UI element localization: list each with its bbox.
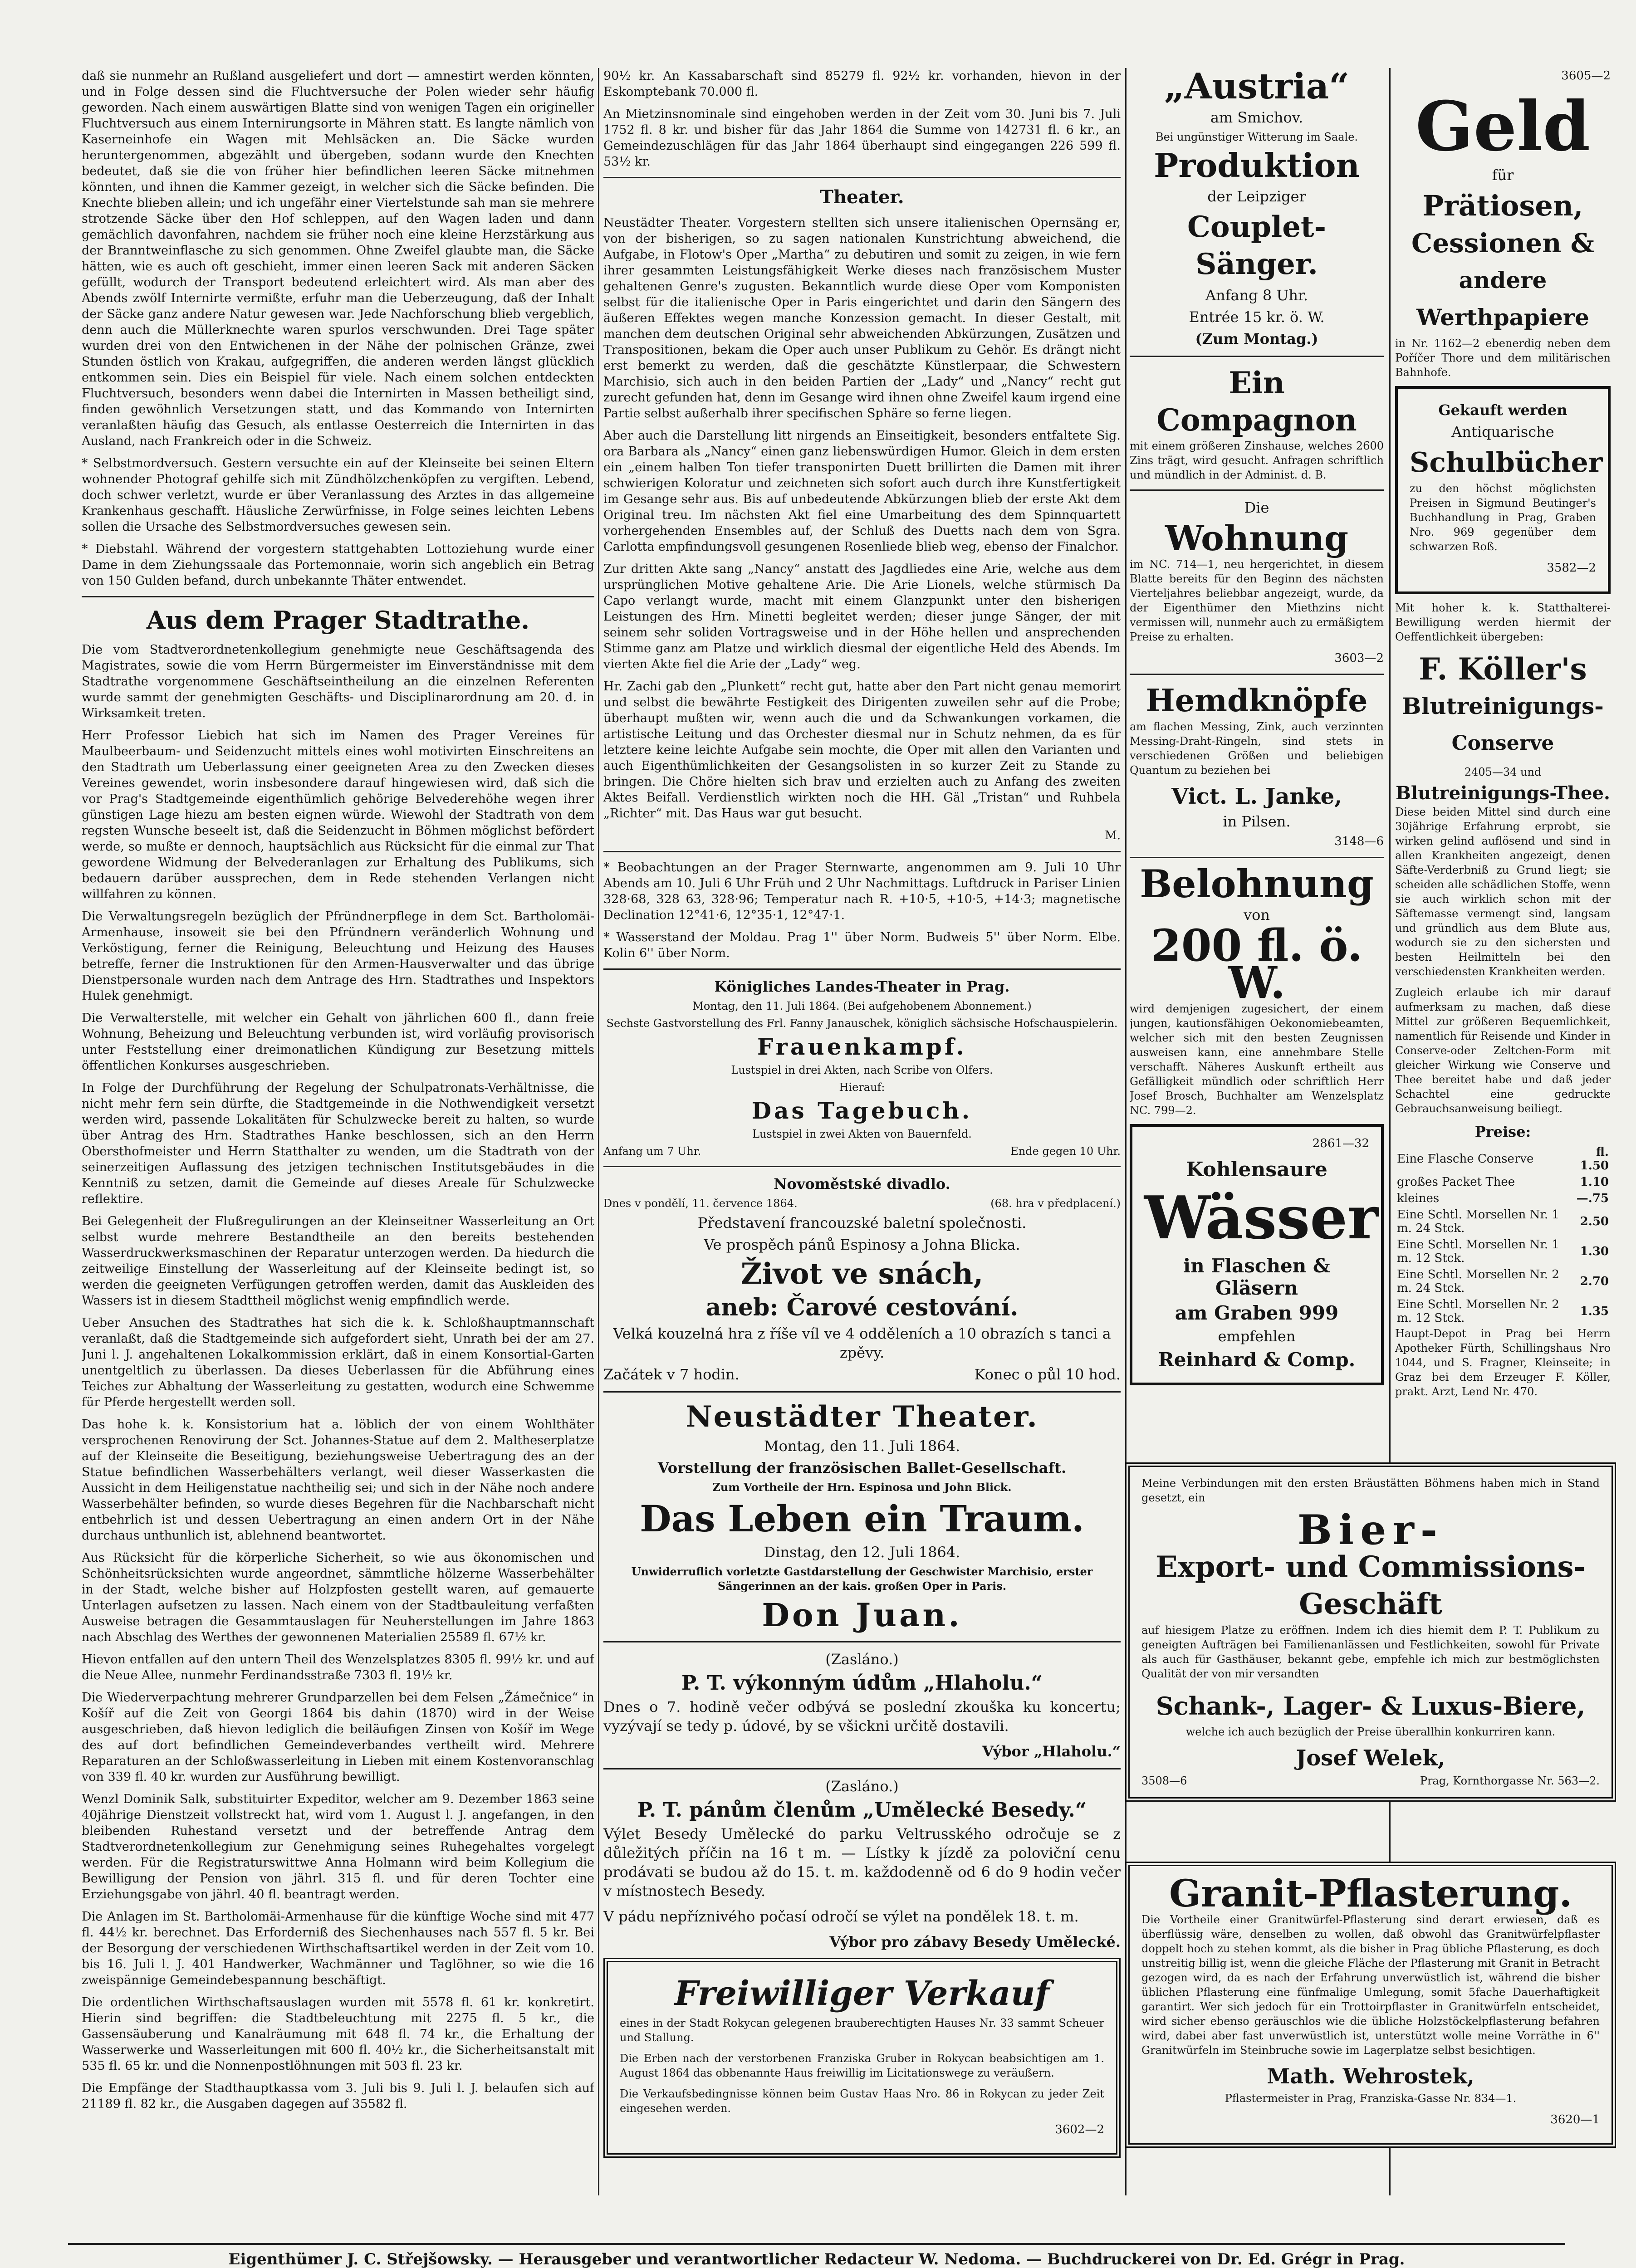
theater-heading: Theater.: [820, 186, 904, 208]
geld-title: Geld: [1415, 87, 1591, 166]
article-para: Die Verwalterstelle, mit welcher ein Gehalt von jährlichen 600 fl., dann freie Wohnung, Beheizung und Beleuchtung verbunden ist, wird vorläufig provisorisch unter Feststellung einer dreimonatlichen Kündigung zur Besetzung mittels öffentlichen Konkurses ausgeschrieben.: [82, 1011, 594, 1073]
ad-line1: in Flaschen & Gläsern: [1183, 1255, 1330, 1299]
ad-types: Schank-, Lager- & Luxus-Biere,: [1156, 1691, 1586, 1721]
times: [603, 1144, 1121, 1158]
price-row: Eine Schtl. Morsellen Nr. 2 m. 12 Stck. 1.35: [1397, 1298, 1609, 1325]
article-para: Herr Professor Liebich hat sich im Namen des Prager Vereines für Maulbeerbaum- und Seidenzucht mittels eines wohl motivirten Einschreitens an den Stadtrath um Ueberlassung einer geeigneten Area zu den Zwecken dieses Vereines gewendet, worin insbesondere darauf hingewiesen wird, daß sich die vor Prag's Stadtgemeinde eigenthümlich gehörige Belvederehöhe wegen ihrer günstigen Lage hiezu am besten eignen würde. Wiewohl der Stadtrath von dem regsten Wunsche beseelt ist, daß die Seidenzucht in Böhmen möglichst befördert werde, so mußte er dennoch, hauptsächlich aus Rücksicht für die einmal zur That gewordene Widmung der Belvederanlagen zur Erhaltung des Publikums, sich bedauern darüber aussprechen, dem in Rede stehenden Verlangen nicht willfahren zu können.: [82, 728, 594, 901]
ad-title: Wässer: [1144, 1183, 1379, 1252]
beseda-notice: [603, 1777, 1121, 1951]
ad-ref: 3582—2: [1547, 561, 1596, 575]
article-para: Hr. Zachi gab den „Plunkett“ recht gut, hatte aber den Part nicht genau memorirt und selbst die bewährte Festigkeit des Dirigenten zuweilen sehr auf die Probe; überhaupt mußten wir, wenn auch die und da Schwankungen vorkamen, die artistische Leitung und das Orchester diesmal nur in Schutz nehmen, da es für letztere keine leichte Aufgabe sein mochte, die Oper mit allen den Varianten und auch Eigenthümlichkeiten der Gesangsolisten in so kurzer Zeit zu Stande zu bringen. Die Chöre hielten sich brav und erzielten auch zu Anfang des zweiten Aktes Beifall. Verdienstlich wirkten noch die HH. Gäl „Tristan“ und Ruhbela „Richter“ mit. Das Haus war gut besucht.: [603, 679, 1121, 821]
ad-title: Hemdknöpfe: [1146, 683, 1368, 719]
ad-text: Die Vortheile einer Granitwürfel-Pflasterung sind derart erwiesen, daß es überflüssig wäre, denselben zu wollen, daß obwohl das Granitwürfelpflaster doppelt hoch zu stehen kommt, als die bisher in Prag übliche Pflasterung, es doch unstreitig billig ist, wenn die gleiche Fläche der Pflasterung mit Granit in Betracht gezogen wird, da es nach der Erfahrung unverwüstlich ist, während die bisher üblichen Pflasterung eine fünfmalige Umlegung, somit 5fache Dauerhaftigkeit garantirt. Wer sich jedoch für ein Trottoirpflaster in Granitwürfeln entscheidet, wird sicher ebenso geräuschlos wie die übliche Holzstöckelpflasterung befahren wird, dabei aber fast unverwüstlich ist, unterstützt wolle meine Vorräthe in 6'' Granitwürfeln im Steinbruche sowie im Lagerplatze selbst besichtigen.: [1141, 1913, 1600, 2057]
ad-title: Königliches Landes-Theater in Prag.: [714, 978, 1010, 995]
newspaper-page: [68, 68, 1611, 2227]
sale-text-3: Die Verkaufsbedingnisse können beim Gustav Haas Nro. 86 in Rokycan zu jeder Zeit eingesehen werden.: [620, 2087, 1104, 2115]
ad-title: Neustädter Theater.: [686, 1400, 1038, 1434]
royal-theater-ad: [603, 977, 1121, 1158]
page-number: 3605—2: [1561, 69, 1611, 83]
wohnung-ad: [1130, 498, 1384, 666]
ad-weather: Bei ungünstiger Witterung im Saale.: [1155, 131, 1358, 143]
article-para: Wenzl Dominik Salk, substituirter Expeditor, welcher am 9. Dezember 1863 seine 40jährige Dienstzeit vollstreckt hat, wird vom 1. August l. J. angefangen, in den bleibenden Ruhestand versetzt und der betreffende Antrag dem Stadtverordnetenkollegium zur Genehmigung seines Ruhegehaltes vorgelegt werden. Für die Registraturswittwe Anna Holmann wird beim Kollegium die Bewilligung der Pension von jährl. 315 fl. und für deren Tochter eine Erziehungsgabe von jährl. 40 fl. beantragt werden.: [82, 1792, 594, 1901]
divider: [603, 1768, 1121, 1769]
ad-name: Reinhard & Comp.: [1158, 1349, 1356, 1371]
article-para: * Selbstmordversuch. Gestern versuchte ein auf der Kleinseite bei seinen Eltern wohnender Photograf gehilfe sich mit Zündhölzchenköpfen zu vergiften. Lebend, doch schwer verletzt, wurde er über Veranlassung des Arztes in das allgemeine Krankenhaus geschafft. Häusliche Zerwürfnisse, in Folge seines leichten Lebens sollen die Ursache des Selbstmordversuches gewesen sein.: [82, 456, 594, 534]
schulbuecher-ad: [1395, 386, 1611, 594]
geld-andere: andere Werthpapiere: [1416, 267, 1589, 331]
play-title-2: Don Juan.: [762, 1596, 962, 1634]
price-row: großes Packet Thee 1.10: [1397, 1175, 1609, 1189]
koller-conserve: Conserve: [1451, 732, 1554, 755]
ad-place: in Pilsen.: [1223, 813, 1291, 830]
ad-ref: 2861—32: [1312, 1137, 1369, 1150]
ad-start: Anfang 8 Uhr.: [1205, 287, 1308, 304]
price-row: kleines —.75: [1397, 1192, 1609, 1205]
ad-paren: (68. hra v předplacení.): [990, 1197, 1121, 1210]
article-para: Die vom Stadtverordnetenkollegium genehmigte neue Geschäftsagenda des Magistrates, sowie die vom Herrn Bürgermeister im Einverständnisse mit dem Stadtrathe vorgenommene Geschäftseintheilung an die einzelnen Referenten wurde sammt der genehmigten Geschäfts- und Disciplinarordnung am 20. d. in Wirksamkeit treten.: [82, 643, 594, 720]
play-subtitle: aneb: Čarové cestování.: [705, 1294, 1019, 1321]
ad-text: im NC. 714—1, neu hergerichtet, in diesem Blatte bereits für den Beginn des nächsten Vierteljahres beliebbar angezeigt, wurde, da der Eigenthümer den Miethzins nicht vermissen will, nunmehr auch zu ermäßigtem Preise zu erhalten.: [1130, 558, 1384, 643]
ad-date: Dnes v pondělí, 11. července 1864.: [603, 1197, 798, 1210]
ad-title: Granit-Pflasterung.: [1169, 1872, 1572, 1916]
ad-line3: empfehlen: [1218, 1328, 1296, 1345]
price-row: Eine Flasche Conserve fl. 1.50: [1397, 1145, 1609, 1173]
ad-guest: Sechste Gastvorstellung des Frl. Fanny Janauschek, königlich sächsische Hofschauspielerin.: [606, 1017, 1118, 1030]
article-para: Bei Gelegenheit der Flußregulirungen an der Kleinseitner Wasserleitung an Ort selbst wurde mehrere Bestandtheile an den bereits bestehenden Wasserdruckwerksmaschinen der Reparatur unterzogen werden. Da hiedurch die zeitweilige Einstellung der Wasserleitung auf der Kleinseite bedingt ist, so werden die geeigneten Verfügungen getroffen werden, damit das Auskleiden des Wassers ist in diesem Stadttheil möglichst wenig empfindlich werde.: [82, 1214, 594, 1308]
notice-head: (Zasláno.): [825, 1778, 899, 1795]
article-para: Das hohe k. k. Konsistorium hat a. löblich der von einem Wohlthäter versprochenen Renovirung der Sct. Johannes-Statue auf dem 2. Maltheserplatze auf der Kleinseite die Beseitigung, beziehungsweise Uebertragung des an der Statue befindlichen Wasserbehälters verlangt, weil dieser Wasserkasten die Aussicht in dem Heiligenstatue nachtheilig sei; und sich in der Nähe noch andere Wasserbehälter befinden, so wurde dieses Begehren für die Nachbarschaft nicht entbehrlich ist und dessen Uebertragung an einen andern Ort in der Nähe durchaus unthunlich ist, ablehnend beantwortet.: [82, 1418, 594, 1543]
start-time: Anfang um 7 Uhr.: [603, 1145, 701, 1158]
divider: [603, 851, 1121, 852]
article-para: Aus Rücksicht für die körperliche Sicherheit, so wie aus ökonomischen und Schönheitsrücksichten wurde angeordnet, sämmtliche hölzerne Wasserbehälter in der Stadt, welche bisher auf Holzpfosten gestellt waren, auf gemauerte Unterlagen aufsetzen zu lassen. Nach einem von der Stadtbauleitung verfaßten Ausweise betragen die Gesammtauslagen für Neuherstellungen im Jahre 1863 nach Abschlag des Werthes der gewonnenen Materialien 25589 fl. 67½ kr.: [82, 1551, 594, 1644]
ad-title: Schulbücher: [1410, 447, 1603, 479]
ad-zum: (Zum Montag.): [1195, 330, 1318, 347]
austria-ad: [1130, 68, 1384, 348]
ad-title: Belohnung: [1140, 861, 1374, 906]
ad-text-2: welche ich auch bezüglich der Preise überallhin konkurriren kann.: [1185, 1725, 1556, 1738]
ad-sub: Antiquarische: [1451, 423, 1554, 440]
koller-text: Diese beiden Mittel sind durch eine 30jährige Erfahrung erprobt, sie wirken gelind auflösend und sind in allen Krankheiten angezeigt, denen Säfte-Verderbniß zu Grund liegt; sie scheiden alle schädlichen Stoffe, wenn sie auch wirklich schon mit der Säftemasse vermengt sind, langsam und gründlich aus dem Blute aus, wodurch sie zu den sichersten und besten Heilmitteln bei den verschiedensten Krankheiten werden.: [1395, 806, 1611, 978]
article-para: Die Wiederverpachtung mehrerer Grundparzellen bei dem Felsen „Žámečnice“ in Košíř auf die Zeit von Georgi 1864 bis dahin (1870) wird in der Weise ausgeschrieben, daß hievon lediglich die beiläufigen Zinsen von Košíř im Wege des auf dort befindlichen Gemeindeverbandes vertheilt wird. Mehrere Reparaturen an der Schloßwasserleitung in Lieben mit einem Kostenvoranschlag von 339 fl. 40 kr. wurden zur Ausführung bewilligt.: [82, 1691, 594, 1784]
price-heading: Preise:: [1474, 1123, 1531, 1140]
ad-benefit: Ve prospěch pánů Espinosy a Johna Blicka.: [704, 1236, 1020, 1253]
ad-date: Montag, den 11. Juli 1864. (Bei aufgehobenem Abonnement.): [692, 1000, 1032, 1012]
ad-die: Die: [1244, 499, 1269, 516]
article-para: Die ordentlichen Wirthschaftsauslagen wurden mit 5578 fl. 61 kr. konkretirt. Hierin sind begriffen: die Stadtbeleuchtung mit 2275 fl. 5 kr., die Gassensäuberung und Kanalräumung mit 648 fl. 74 kr., die Erhaltung der Wasserwerke und Wasserleitungen mit 600 fl. 40½ kr., die Sicherheitsanstalt mit 535 fl. 65 kr. und die Nonnenpostlöhnungen mit 503 fl. 23 kr.: [82, 1995, 594, 2073]
ad-line: Vorstellung der französischen Ballet-Gesellschaft.: [657, 1459, 1067, 1476]
granit-ad: [1125, 1862, 1616, 2148]
geld-praet: Prätiosen,: [1422, 189, 1583, 222]
depot-text: Haupt-Depot in Prag bei Herrn Apotheker Fürth, Schillingshaus Nro 1044, und S. Fragner, Kleinseite; in Graz bei dem Erzeuger F. Köller, prakt. Arzt, Lend Nr. 470.: [1395, 1327, 1611, 1398]
ad-line2: am Graben 999: [1175, 1302, 1339, 1324]
sale-ad: [603, 1958, 1121, 2158]
ad-ref: 3620—1: [1550, 2113, 1600, 2126]
ad-benefit: Zum Vortheile der Hrn. Espinosa und John Blick.: [712, 1481, 1012, 1494]
ad-company: Představení francouzské baletní společnosti.: [697, 1214, 1027, 1232]
play-desc: Lustspiel in drei Akten, nach Scribe von Olfers.: [731, 1064, 993, 1076]
sale-text: eines in der Stadt Rokycan gelegenen brauberechtigten Hauses Nr. 33 sammt Scheuer und Stallung.: [620, 2017, 1104, 2044]
price-row: Eine Schtl. Morsellen Nr. 1 m. 24 Stck. 2.50: [1397, 1208, 1609, 1235]
ad-name: Vict. L. Janke,: [1171, 784, 1342, 809]
play-desc-2: Lustspiel in zwei Akten von Bauernfeld.: [752, 1128, 972, 1140]
ad-footer: [1141, 1774, 1600, 1788]
article-para: Die Anlagen im St. Bartholomäi-Armenhause für die künftige Woche sind mit 477 fl. 44½ kr. berechnet. Das Erforderniß des Siechenhauses nach 557 fl. 5 kr. Bei der Besorgung der verschiedenen Wirthschaftsartikel werden in der Zeit vom 10. bis 16. Juli l. J. 401 Handwerker, Wachmänner und Taglöhner, so wie die 16 zweispännige Gemeindebespannung beschäftigt.: [82, 1910, 594, 1987]
ad-couplet: Couplet-Sänger.: [1187, 210, 1327, 281]
play-title: Frauenkampf.: [757, 1033, 967, 1060]
notice-text-2: V pádu nepříznivého počasí odročí se výlet na pondělek 18. t. m.: [603, 1908, 1079, 1925]
ad-title-2: Export- und Commissions-: [1155, 1550, 1586, 1584]
koller-intro: Mit hoher k. k. Statthalterei-Bewilligung werden hiermit der Oeffentlichkeit übergeben:: [1395, 601, 1611, 643]
compagnon-ad: [1130, 364, 1384, 482]
play-title-2: Das Tagebuch.: [751, 1097, 973, 1124]
article-para: Die Verwaltungsregeln bezüglich der Pfründnerpflege in dem Sct. Bartholomäi-Armenhause, insoweit sie bei den Pfründnern veränderlich Wohnung und Verköstigung, ferner die Reinigung, Beleuchtung und Heizung des Hauses betreffe, ferner die Instruktionen für den Armen-Hausverwalter und das übrige Dienstpersonale wurden nach dem Antrage des Hrn. Stadtrathes und Inspektors Hulek genehmigt.: [82, 909, 594, 1003]
ad-text: zu den höchst möglichsten Preisen in Sigmund Beutinger's Buchhandlung in Prag, Graben Nro. 969 gegenüber dem schwarzen Roß.: [1410, 482, 1596, 553]
ad-text: wird demjenigen zugesichert, der einem jungen, kautionsfähigen Oekonomiebeamten, welcher sich mit den besten Zeugnissen ausweisen kann, eine annehmbare Stelle verschafft. Näheres Auskunft ertheilt aus Gefälligkeit mündlich oder schriftlich Herr Josef Brosch, Buchhalter am Wenzelsplatz NC. 799—2.: [1130, 1002, 1384, 1117]
divider: [603, 177, 1121, 178]
article-para: An Mietzinsnominale sind eingehoben werden in der Zeit vom 30. Juni bis 7. Juli 1752 fl. 8 kr. und bisher für das Jahr 1864 die Summe von 142731 fl. 6 kr., an Gemeindezuschlägen für das Jahr 1864 überhaupt sind eingegangen 226 599 fl. 53½ kr.: [603, 107, 1121, 169]
ad-title-3: Geschäft: [1299, 1587, 1442, 1621]
ad-der: der Leipziger: [1207, 188, 1306, 205]
observatory-report: * Beobachtungen an der Prager Sternwarte, angenommen am 9. Juli 10 Uhr Abends am 10. Juli 6 Uhr Früh und 2 Uhr Nachmittags. Luftdruck in Pariser Linien 328·68, 328 63, 328·96; Temperatur nach R. +10·5, +10·5, +14·3; magnetische Declination 12°41·6, 12°35·1, 12°47·1.: [603, 860, 1121, 922]
koller-and: 2405—34 und: [1464, 766, 1542, 778]
ad-date-row: [603, 1196, 1121, 1211]
ad-text: am flachen Messing, Zink, auch verzinnten Messing-Draht-Ringeln, sind stets in verschiedenen Größen und beliebigen Quantum zu beziehen bei: [1130, 720, 1384, 777]
ad-sub: am Smichov.: [1210, 109, 1303, 126]
notice-sign: Výbor pro zábavy Besedy Umělecké.: [829, 1933, 1121, 1950]
ad-title: Bier-: [1297, 1506, 1444, 1554]
end-time: Ende gegen 10 Uhr.: [1010, 1145, 1121, 1158]
koller-text-2: Zugleich erlaube ich mir darauf aufmerksam zu machen, daß diese Mittel zur größeren Bequemlichkeit, namentlich für Reisende und Kinder in Conserve-oder Zeltchen-Form mit gleicher Wirkung wie Conserve und Thee bereitet habe und daß jeder Schachtel eine gedruckte Gebrauchsanweisung beiliegt.: [1395, 986, 1611, 1115]
divider: [1130, 356, 1384, 357]
article-para: Aber auch die Darstellung litt nirgends an Einseitigkeit, besonders entfaltete Sig. ora Barbara als „Nancy“ einen ganz liebenswürdigen Humor. Gleich in dem ersten ein „einem halben Ton tiefer transponirten Duett brillirten die Damen mit ihrer schwierigen Koloratur und zeichneten sich sofort auch durch ihre Kunstfertigkeit im Gesange sehr aus. Bis auf unbedeutende Abkürzungen blieb der erste Akt dem Original treu. Im nächsten Akt fiel eine Umarbeitung des dem Spinnquartett vorhergehenden Ensembles auf, der Schluß des Duetts nach dem von Sgra. Carlotta empfindungsvoll gesungenen Rosenliede blieb weg, ebenso der Finalchor.: [603, 429, 1121, 554]
ad-addr: Pflastermeister in Prag, Franziska-Gasse Nr. 834—1.: [1225, 2092, 1517, 2105]
ad-ref: 3508—6: [1141, 1774, 1187, 1787]
ad-intro: Meine Verbindungen mit den ersten Bräustätten Böhmens haben mich in Stand gesetzt, ein: [1141, 1477, 1600, 1504]
article-para: Die Empfänge der Stadthauptkassa vom 3. Juli bis 9. Juli l. J. belaufen sich auf 21189 fl. 82 kr., die Ausgaben dagegen auf 35582 fl.: [82, 2081, 594, 2111]
neustadt-theater-ad: [603, 1400, 1121, 1634]
notice-title: P. T. výkonným údům „Hlaholu.“: [681, 1672, 1043, 1695]
koller-title: F. Köller's: [1419, 651, 1587, 687]
signature: M.: [1105, 829, 1121, 842]
sale-text-2: Die Erben nach der verstorbenen Franziska Gruber in Rokycan beabsichtigen am 1. August 1864 das obbenannte Haus freiwillig im Licitationswege zu veräußern.: [620, 2052, 1104, 2079]
ad-text: auf hiesigem Platze zu eröffnen. Indem ich dies hiemit dem P. T. Publikum zu geneigten Aufträgen bei Familienanlässen und Festlichkeiten, sowohl für Private als auch für Gasthäuser, bekannt gebe, empfehle ich mich zur bestmöglichsten Qualität der von mir versandten: [1141, 1624, 1600, 1680]
article-para: Ueber Ansuchen des Stadtrathes hat sich die k. k. Schloßhauptmannschaft veranlaßt, daß die Stadtgemeinde sich aufgefordert sieht, Unrath bei der am 27. Juni l. J. angehaltenen Lokalkommission erklärt, daß in einem Konsortial-Garten unentgeltlich zu überlassen. Da dieses Ueberlassen für die Abführung eines Teiches zur Abhaltung der Wasserleitung zu gestatten, wodurch eine Schwemme für Pferde hergestellt werden soll.: [82, 1316, 594, 1409]
notice-title: P. T. pánům členům „Umělecké Besedy.“: [637, 1799, 1087, 1822]
column-2: [603, 68, 1121, 2195]
notice-text: Výlet Besedy Umělecké do parku Veltrusského odročuje se z důležitých příčin na 16 t m. — Lístky k jízdě za poloviční cenu prodávati se budou až do 15. t. m. každodenně od 6 do 9 hodin večer v místnostech Besedy.: [603, 1825, 1121, 1900]
geld-cess: Cessionen &: [1411, 228, 1594, 259]
divider: [603, 1641, 1121, 1642]
play-desc: Velká kouzelná hra z říše víl ve 4 odděleních a 10 obrazích s tanci a zpěvy.: [613, 1325, 1111, 1361]
ad-desc-2: Unwiderruflich vorletzte Gastdarstellung der Geschwister Marchisio, erster Sängerinnen an der kais. großen Oper in Paris.: [631, 1565, 1093, 1593]
sale-title: Freiwilliger Verkauf: [674, 1974, 1050, 2013]
divider: [603, 968, 1121, 970]
divider: [1130, 857, 1384, 858]
start-time: Začátek v 7 hodin.: [603, 1366, 740, 1383]
article-para: * Diebstahl. Während der vorgestern stattgehabten Lottoziehung wurde einer Dame in dem Ziehungssaale das Portemonnaie, worin sich angeblich ein Betrag von 150 Gulden befand, durch unbekannte Thäter entwendet.: [82, 542, 594, 588]
ad-prod: Produktion: [1154, 146, 1360, 185]
article-para: 90½ kr. An Kassabarschaft sind 85279 fl. 92½ kr. vorhanden, hievon in der Eskomptebank 70.000 fl.: [603, 69, 1121, 99]
imprint-footer: Eigenthümer J. C. Střejšowsky. — Herausgeber und verantwortlicher Redacteur W. Nedoma. — Buchdruckerei von Dr. Ed. Grégr in Prag.: [68, 2243, 1565, 2268]
times: [603, 1365, 1121, 1384]
article-para: daß sie nunmehr an Rußland ausgeliefert und dort — amnestirt werden könnten, und in Folge dessen sind die Fluchtversuche der Polen wieder sehr häufig geworden. Nach einem auswärtigen Blatte sind von wenigen Tagen ein origineller Fluchtversuch aus einem Internirungsorte in Mähren statt. Es langte nämlich von Kaserneinhofe ein Wagen mit Mehlsäcken an. Die Säcke wurden heruntergenommen, abgezählt und übergeben, sodann wurde den Knechten bedeutet, daß sie die von früher hier befindlichen leeren Säcke mitnehmen könnten, und ihnen die Kammer gezeigt, in welcher sich die Säcke befinden. Die Knechte blieben allein; und ich ungefähr einer Viertelstunde sah man sie mehrere strotzende Säcke über den Hof schleppen, auf den Wagen laden und dann gemächlich davonfahren, nachdem sie früher noch eine kleine Herzstärkung aus der Branntweinflasche zu sich genommen. Ohne Zweifel glaubte man, die Säcke hätten, wie es auch oft geschieht, immer einen leeren Sack mit anderen Säcken gefüllt, wodurch der Transport bedeutend erleichtert wird. Als man aber des Abends zwölf Internirte vermißte, erfuhr man die Ueberzeugung, daß der Inhalt der Säcke ganz andere Natur gewesen war. Jede Nachforschung blieb vergeblich, denn auch die Müllerknechte waren spurlos verschwunden. Drei Tage später wurden drei von den Entwichenen in der Nähe der polnischen Gränze, zwei Stunden östlich von Krakau, aufgegriffen, die anderen werden längst glücklich entkommen sein. Dies ein Beispiel für viele. Nach einem solchen entdeckten Fluchtversuch, besonders wenn dabei die Internirten in Massen betheiligt sind, finden gewöhnlich Versetzungen statt, und das Kommando von Internirten veranlaßten häufig das Gesuch, als entlasse Oesterreich die Internirten in das Ausland, nach Frankreich oder in die Schweiz.: [82, 69, 594, 448]
play-title: Život ve snách,: [740, 1257, 984, 1291]
end-time: Konec o půl 10 hod.: [974, 1366, 1121, 1383]
ad-text: mit einem größeren Zinshause, welches 2600 Zins trägt, wird gesucht. Anfragen schriftlich und mündlich in der Administ. d. B.: [1130, 440, 1384, 481]
ad-date: Montag, den 11. Juli 1864.: [764, 1437, 960, 1455]
belohnung-ad: [1130, 861, 1384, 1118]
water-level: * Wasserstand der Moldau. Prag 1'' über Norm. Budweis 5'' über Norm. Elbe. Kolin 6'' über Norm.: [603, 930, 1121, 960]
ad-title: „Austria“: [1164, 68, 1350, 107]
ad-title: Wohnung: [1165, 518, 1348, 558]
ad-ref: 3148—6: [1334, 835, 1384, 848]
waesser-ad: [1130, 1124, 1384, 1385]
ad-von: von: [1244, 906, 1270, 924]
hemd-ad: [1130, 682, 1384, 850]
ad-addr: Prag, Kornthorgasse Nr. 563—2.: [1420, 1774, 1600, 1787]
koller-blut: Blutreinigungs-: [1402, 693, 1604, 719]
ad-title: Ein Compagnon: [1156, 365, 1357, 438]
article-para: Zur dritten Akte sang „Nancy“ anstatt des Jagdliedes eine Arie, welche aus dem ursprünglichen Motive gehaltene Arie. Die Arie Lionels, welche stürmisch Da Capo verlangt wurde, macht mit einem Glanzpunkt unter den bisherigen Leistungen des Hrn. Minetti begleitet werden; dieser junge Sänger, der mit seinem sehr soliden Vortragsweise und in der Höhe hellen und ansprechenden Stimme ganz am Platze und wirklich diesmal der eigentliche Held des Abends. Im vierten Akte fiel die Arie der „Lady“ weg.: [603, 562, 1121, 671]
column-rule: [598, 68, 599, 2195]
bier-ad: [1125, 1462, 1616, 1802]
hierauf: Hierauf:: [839, 1081, 885, 1094]
geld-fuer: für: [1492, 166, 1514, 184]
geld-text: in Nr. 1162—2 ebenerdig neben dem Poříčer Thore und dem militärischen Bahnhofe.: [1395, 337, 1611, 379]
ad-title: Novoměstské divadlo.: [774, 1175, 950, 1193]
ad-amount: 200 fl. ö. W.: [1151, 920, 1363, 1008]
notice-text: Dnes o 7. hodině večer odbývá se poslední zkouška ku koncertu; vyzývají se tedy p. údové, by se všickni určitě dostavili.: [603, 1698, 1121, 1735]
price-table: [1395, 1144, 1611, 1326]
czech-theater-ad: [603, 1174, 1121, 1384]
price-row: Eine Schtl. Morsellen Nr. 2 m. 24 Stck. 2.70: [1397, 1268, 1609, 1295]
ad-head: Gekauft werden: [1438, 401, 1567, 419]
ad-name: Josef Welek,: [1296, 1745, 1445, 1771]
notice-sign: Výbor „Hlaholu.“: [982, 1743, 1121, 1760]
divider: [603, 1391, 1121, 1393]
divider: [82, 596, 594, 597]
column-1: [82, 68, 594, 2195]
article-para: In Folge der Durchführung der Regelung der Schulpatronats-Verhältnisse, die nicht mehr fern sein dürfte, die Stadtgemeinde in die Nothwendigkeit versetzt werden wird, passende Lokalitäten für Schulzwecke bereit zu halten, so wurde über Antrag des Hrn. Stadtrathes Hanke beschlossen, sich an den Herrn Obersthofmeister und Herrn Statthalter zu wenden, um die Stadtrath von der seinerzeitigen Auflassung des jetzigen technischen Institutsgebäudes in die Kenntniß zu setzen, damit die Gemeinde auf dieses Areale für Schulzwecke reflektire.: [82, 1081, 594, 1206]
divider: [1130, 489, 1384, 491]
ad-head: Kohlensaure: [1186, 1158, 1327, 1181]
hlahol-notice: [603, 1650, 1121, 1761]
section-heading: Aus dem Prager Stadtrathe.: [146, 606, 530, 635]
ad-date-2: Dinstag, den 12. Juli 1864.: [764, 1544, 960, 1561]
ad-ref: 3603—2: [1334, 651, 1384, 665]
article-para: Hievon entfallen auf den untern Theil des Wenzelsplatzes 8305 fl. 99½ kr. und auf die Neue Allee, nunmehr Ferdinandsstraße 7303 fl. 19½ kr.: [82, 1652, 594, 1682]
play-title: Das Leben ein Traum.: [640, 1497, 1084, 1540]
ad-name: Math. Wehrostek,: [1267, 2064, 1474, 2088]
ad-entry: Entrée 15 kr. ö. W.: [1189, 308, 1325, 326]
divider: [1130, 674, 1384, 675]
article-para: Neustädter Theater. Vorgestern stellten sich unsere italienischen Opernsäng er, von der bisherigen, so zu sagen nationalen Kunstrichtung abweichend, die Aufgabe, in Flotow's Oper „Martha“ zu debutiren und somit zu zeigen, in wie fern ihrer gesammten Leistungsfähigkeit Werke dieses nach französischem Muster gehaltenen Genre's zugusten. Bekanntlich wurde diese Oper vom Komponisten selbst für die italienische Oper in Paris eingerichtet und darin den Sängern des äußeren Effektes wegen manche Konzession gemacht. In dieser Gestalt, mit manchen dem deutschen Original sehr abweichenden Abkürzungen, Zusätzen und Transpositionen, bekam die Oper auch unser Publikum zu Gehör. Es drängt nicht erst bemerkt zu werden, daß die geschätzte Künstlerpaar, die Schwestern Marchisio, sich auch in den beiden Partien der „Lady“ und „Nancy“ recht gut zurecht gefunden hat, denn im Gesange wird ihnen ohne Zweifel kaum irgend eine Partie selbst außerhalb ihrer specifischen Sphäre so ferne liegen.: [603, 216, 1121, 420]
divider: [603, 1166, 1121, 1167]
price-row: Eine Schtl. Morsellen Nr. 1 m. 12 Stck. 1.30: [1397, 1238, 1609, 1265]
notice-head: (Zasláno.): [825, 1651, 899, 1668]
ad-ref: 3602—2: [1055, 2123, 1104, 2136]
koller-thee: Blutreinigungs-Thee.: [1396, 782, 1610, 804]
